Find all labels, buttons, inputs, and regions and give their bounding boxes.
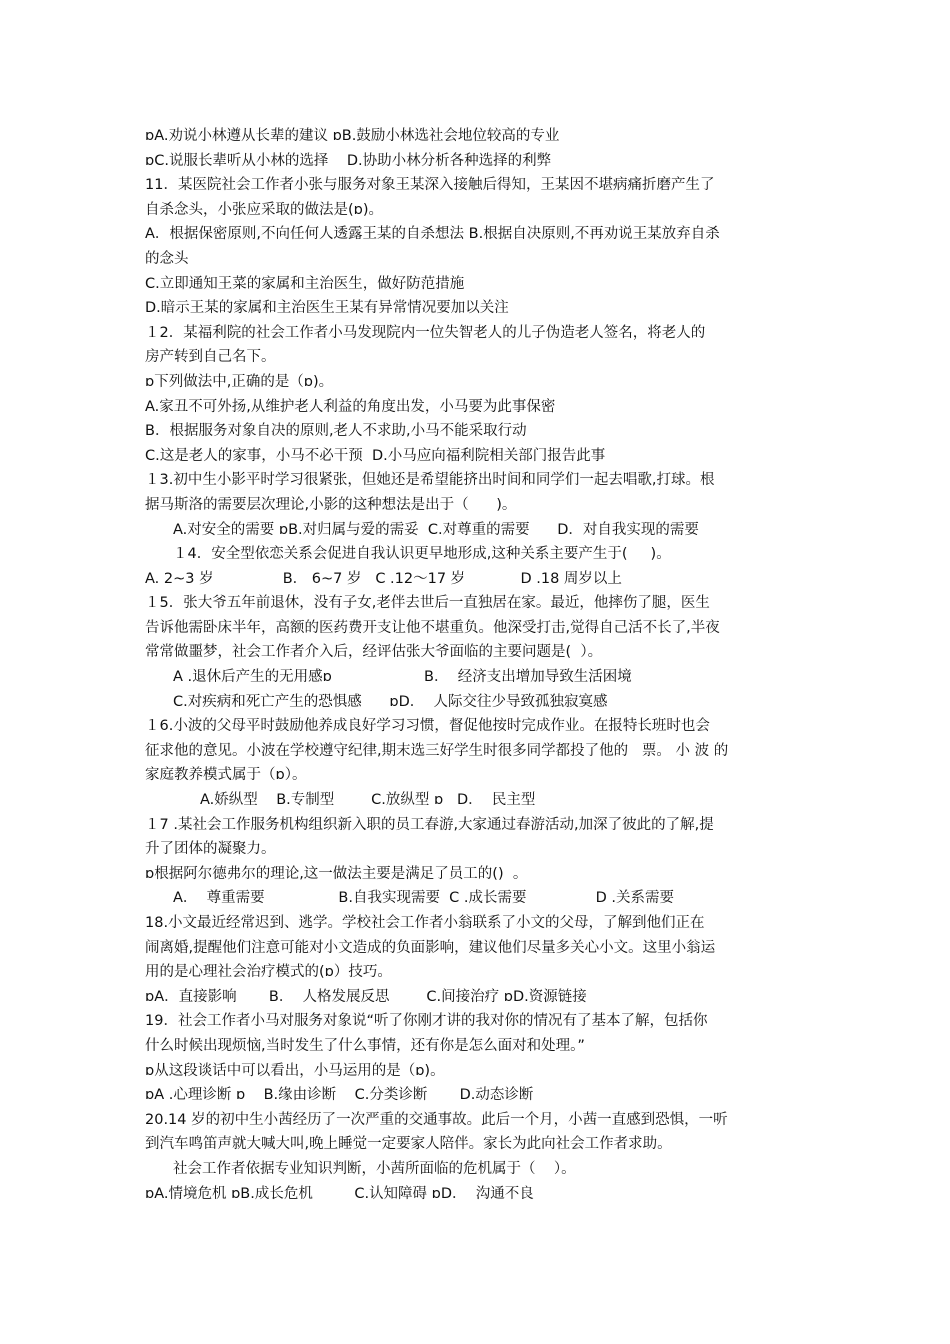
question-15-line: 常常做噩梦，社会工作者介入后，经评估张大爷面临的主要问题是( ）。 (145, 644, 603, 661)
option-line: ɒC.说服长辈听从小林的选择 D.协助小林分析各种选择的利弊 (145, 152, 552, 169)
question-13-line: 据马斯洛的需要层次理论,小影的这种想法是出于（ )。 (145, 496, 517, 513)
question-15-line: １5．张大爷五年前退休，没有子女,老伴去世后一直独居在家。最近，他摔伤了腿，医生 (145, 595, 710, 612)
option-line: A.对安全的需要 ɒB.对归属与爱的需妥 C.对尊重的需要 D．对自我实现的需要 (173, 521, 699, 538)
question-12-line: 房产转到自己名下。 (145, 349, 276, 366)
question-20-line: 20.14 岁的初中生小茜经历了一次严重的交通事故。此后一个月，小茜一直感到恐惧，一听 (145, 1111, 728, 1128)
question-20-line: 到汽车鸣笛声就大喊大叫,晚上睡觉一定要家人陪伴。家长为此向社会工作者求助。 (145, 1136, 672, 1153)
question-19-line: 19．社会工作者小马对服务对象说“听了你刚才讲的我对你的情况有了基本了解，包括你 (145, 1013, 708, 1030)
question-19-line: 什么时候出现烦恼,当时发生了什么事情，还有你是怎么面对和处理。” (145, 1037, 585, 1054)
question-text-block (145, 124, 810, 1206)
question-16-line: 征求他的意见。小波在学校遵守纪律,期末选三好学生时很多同学都投了他的 票。 小 波 的 (145, 742, 729, 759)
question-16-line: 家庭教养模式属于（ɒ）。 (145, 767, 307, 784)
question-17-line: 升了团体的凝聚力。 (145, 841, 276, 858)
question-18-line: 18.小文最近经常迟到、逃学。学校社会工作者小翁联系了小文的父母，了解到他们正在 (145, 915, 705, 931)
question-18-line: 用的是心理社会治疗模式的(ɒ）技巧。 (145, 964, 392, 981)
option-line: B．根据服务对象自决的原则,老人不求助,小马不能采取行动 (145, 423, 527, 440)
question-14-line: １4．安全型依恋关系会促进自我认识更早地形成,这种关系主要产生于( )。 (173, 546, 671, 563)
question-20-line: 社会工作者依据专业知识判断，小茜所面临的危机属于（ ）。 (173, 1160, 576, 1177)
question-17-line: ɒ根据阿尔德弗尔的理论,这一做法主要是满足了员工的() 。 (145, 865, 528, 882)
question-11-line: 11．某医院社会工作者小张与服务对象王某深入接触后得知，王某因不堪病痛折磨产生了 (145, 177, 715, 194)
option-line: D.暗示王某的家属和主治医生王某有异常情况要加以关注 (145, 300, 509, 317)
question-12-line: １2．某福利院的社会工作者小马发现院内一位失智老人的儿子伪造老人签名，将老人的 (145, 324, 706, 341)
option-line: A.家丑不可外扬,从维护老人利益的角度出发，小马要为此事保密 (145, 398, 556, 415)
option-line: 的念头 (145, 250, 189, 267)
option-line: A .退休后产生的无用感ɒ B． 经济支出增加导致生活困境 (173, 669, 632, 686)
option-line: C.立即通知王菜的家属和主治医生，做好防范措施 (145, 275, 465, 292)
option-line: ɒA．直接影响 B． 人格发展反思 C.间接治疗 ɒD.资源链接 (145, 988, 587, 1005)
question-11-line: 自杀念头，小张应采取的做法是(ɒ)。 (145, 201, 384, 218)
option-line: C.对疾病和死亡产生的恐惧感 ɒD． 人际交往少导致孤独寂寞感 (173, 693, 608, 710)
question-19-line: ɒ从这段谈话中可以看出，小马运用的是（ɒ)。 (145, 1062, 445, 1079)
question-16-line: １6.小波的父母平时鼓励他养成良好学习习惯，督促他按时完成作业。在报特长班时也会 (145, 718, 710, 735)
question-13-line: １3.初中生小影平时学习很紧张，但她还是希望能挤出时间和同学们一起去唱歌,打球。根 (145, 472, 715, 489)
question-15-line: 告诉他需卧床半年，高额的医药费开支让他不堪重负。他深受打击,觉得自己活不长了,半夜 (145, 619, 720, 636)
question-12-line: ɒ下列做法中,正确的是（ɒ)。 (145, 373, 334, 390)
option-line: A.娇纵型 B.专制型 C.放纵型 ɒ D． 民主型 (200, 792, 536, 809)
question-17-line: １7 .某社会工作服务机构组织新入职的员工春游,大家通过春游活动,加深了彼此的了解,提 (145, 816, 714, 833)
option-line: ɒA .心理诊断 ɒ B.缘由诊断 C.分类诊断 D.动态诊断 (145, 1087, 534, 1104)
option-line: A． 尊重需要 B.自我实现需要 C .成长需要 D .关系需要 (173, 890, 675, 907)
option-line: A. 2~3 岁 B． 6~7 岁 C .12～17 岁 D .18 周岁以上 (145, 570, 622, 587)
question-18-line: 闹离婚,提醒他们注意可能对小文造成的负面影响，建议他们尽量多关心小文。这里小翁运 (145, 939, 716, 956)
option-line: ɒA.情境危机 ɒB.成长危机 C.认知障碍 ɒD． 沟通不良 (145, 1185, 534, 1202)
option-line: ɒA.劝说小林遵从长辈的建议 ɒB.鼓励小林选社会地位较高的专业 (145, 128, 560, 144)
option-line: C.这是老人的家事，小马不必干预 D.小马应向福利院相关部门报告此事 (145, 447, 606, 464)
option-line: A．根据保密原则,不向任何人透露王某的自杀想法 B.根据自决原则,不再劝说王某放弃自杀 (145, 226, 720, 243)
